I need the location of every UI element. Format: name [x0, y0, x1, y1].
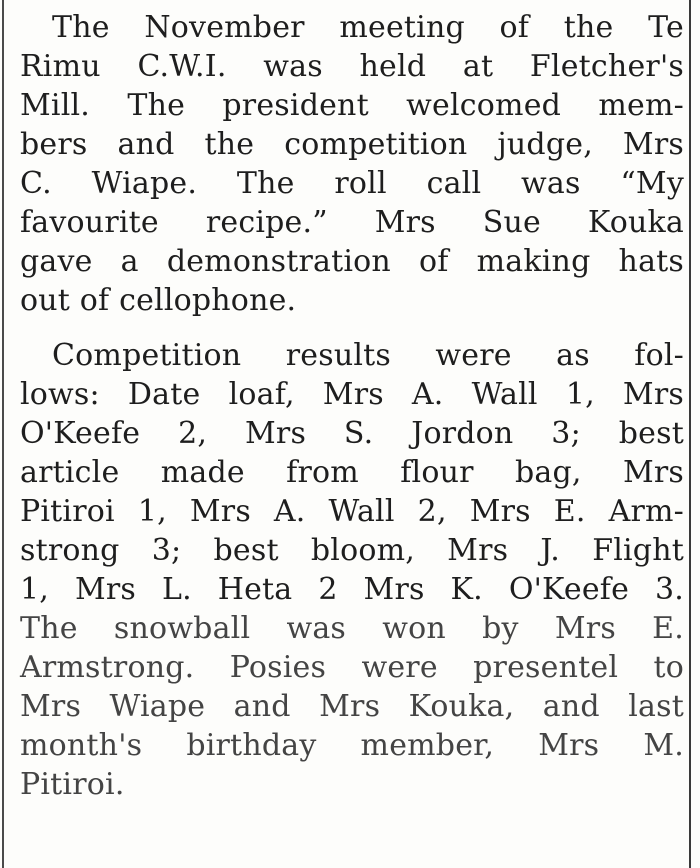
text-line: lows: Date loaf, Mrs A. Wall 1, Mrs — [20, 377, 684, 412]
paragraph-competition-results — [20, 336, 684, 804]
text-line: Pitiroi. — [20, 767, 125, 802]
text-line: article made from flour bag, Mrs — [20, 455, 684, 490]
paragraph-meeting — [20, 8, 684, 320]
text-line: Mrs Wiape and Mrs Kouka, and last — [20, 689, 684, 724]
text-line: 1, Mrs L. Heta 2 Mrs K. O'Keefe 3. — [20, 572, 684, 607]
text-line: gave a demonstration of making hats — [20, 244, 684, 279]
text-line: The snowball was won by Mrs E. — [20, 611, 684, 646]
text-line: The November meeting of the Te — [52, 10, 684, 45]
text-line: strong 3; best bloom, Mrs J. Flight — [20, 533, 684, 568]
text-line: Competition results were as fol- — [52, 338, 684, 373]
column-rule-left — [2, 0, 4, 868]
text-line: O'Keefe 2, Mrs S. Jordon 3; best — [20, 416, 684, 451]
text-line: favourite recipe.” Mrs Sue Kouka — [20, 205, 684, 240]
text-line: C. Wiape. The roll call was “My — [20, 166, 684, 201]
text-line: month's birthday member, Mrs M. — [20, 728, 684, 763]
text-line: Mill. The president welcomed mem- — [20, 88, 684, 123]
text-line: Pitiroi 1, Mrs A. Wall 2, Mrs E. Arm- — [20, 494, 684, 529]
text-line: bers and the competition judge, Mrs — [20, 127, 684, 162]
text-line: Armstrong. Posies were presentel to — [20, 650, 684, 685]
text-line: out of cellophone. — [20, 283, 297, 318]
text-line: Rimu C.W.I. was held at Fletcher's — [20, 49, 684, 84]
column-rule-right — [689, 0, 691, 868]
article-body — [20, 8, 684, 804]
